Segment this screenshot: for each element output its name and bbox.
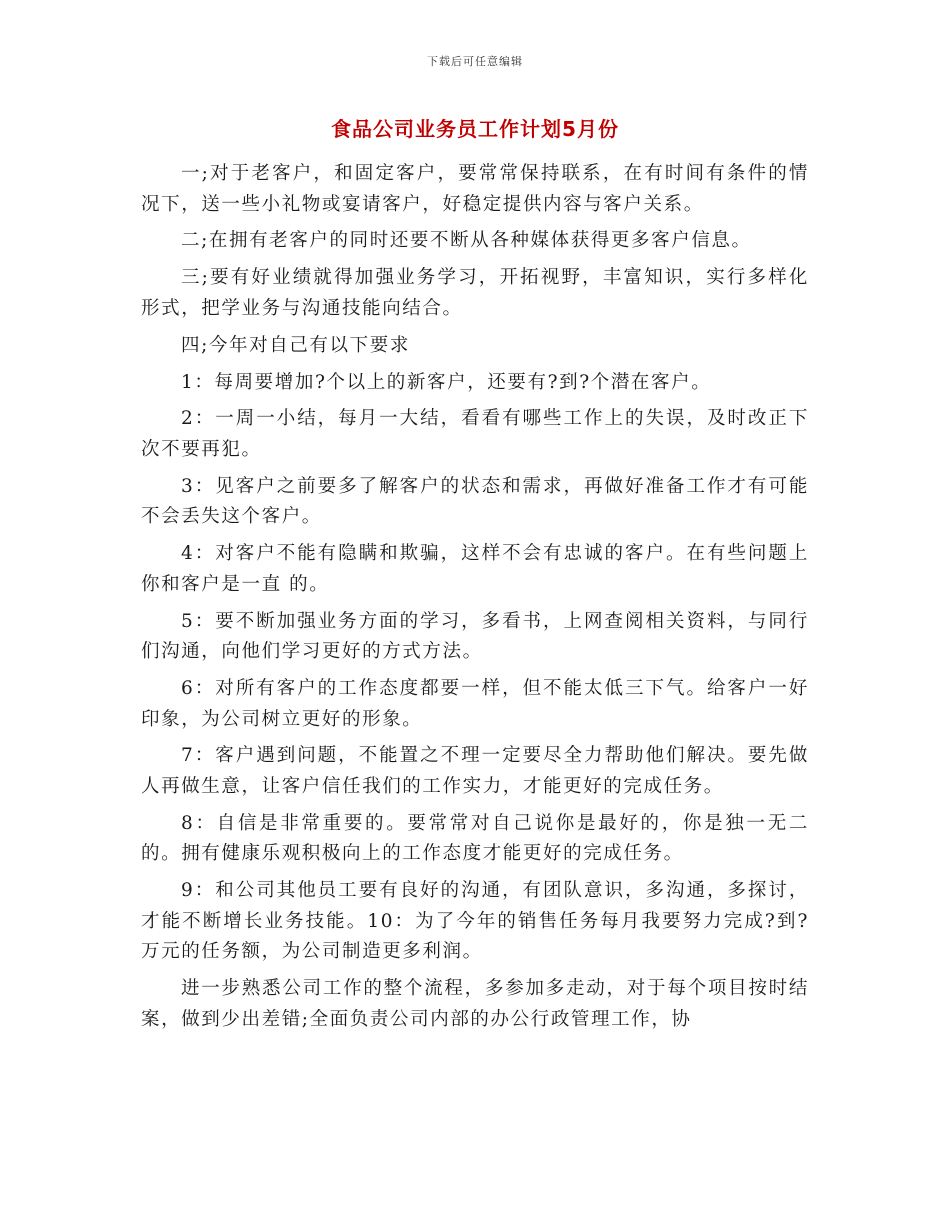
paragraph-14: 进一步熟悉公司工作的整个流程，多参加多走动，对于每个项目按时结案，做到少出差错;全面负责公司内部的办公行政管理工作，协 bbox=[141, 978, 809, 1030]
document-body bbox=[141, 159, 809, 1041]
paragraph-13: 9：和公司其他员工要有良好的沟通，有团队意识，多沟通，多探讨，才能不断增长业务技能。10：为了今年的销售任务每月我要努力完成?到?万元的任务额，为公司制造更多利润。 bbox=[141, 880, 809, 963]
paragraph-4: 四;今年对自己有以下要求 bbox=[181, 334, 410, 356]
paragraph-9: 5：要不断加强业务方面的学习，多看书，上网查阅相关资料，与同行们沟通，向他们学习更好的方式方法。 bbox=[141, 610, 809, 663]
paragraph-12: 8：自信是非常重要的。要常常对自己说你是最好的，你是独一无二的。拥有健康乐观积极向上的工作态度才能更好的完成任务。 bbox=[141, 812, 809, 865]
paragraph-1: 一;对于老客户，和固定客户，要常常保持联系，在有时间有条件的情况下，送一些小礼物或宴请客户，好稳定提供内容与客户关系。 bbox=[141, 163, 809, 215]
paragraph-6: 2：一周一小结，每月一大结，看看有哪些工作上的失误，及时改正下次不要再犯。 bbox=[141, 408, 809, 460]
paragraph-10: 6：对所有客户的工作态度都要一样，但不能太低三下气。给客户一好印象，为公司树立更好的形象。 bbox=[141, 678, 809, 730]
paragraph-11: 7：客户遇到问题，不能置之不理一定要尽全力帮助他们解决。要先做人再做生意，让客户信任我们的工作实力，才能更好的完成任务。 bbox=[141, 745, 809, 797]
header-note: 下载后可任意编辑 bbox=[427, 55, 523, 68]
paragraph-8: 4：对客户不能有隐瞒和欺骗，这样不会有忠诚的客户。在有些问题上你和客户是一直 的。 bbox=[141, 543, 809, 595]
paragraph-2: 二;在拥有老客户的同时还要不断从各种媒体获得更多客户信息。 bbox=[181, 230, 752, 252]
paragraph-7: 3：见客户之前要多了解客户的状态和需求，再做好准备工作才有可能不会丢失这个客户。 bbox=[141, 475, 809, 528]
document-title: 食品公司业务员工作计划5月份 bbox=[331, 117, 619, 141]
paragraph-3: 三;要有好业绩就得加强业务学习，开拓视野，丰富知识，实行多样化形式，把学业务与沟通技能向结合。 bbox=[141, 267, 809, 319]
paragraph-5: 1：每周要增加?个以上的新客户，还要有?到?个潜在客户。 bbox=[181, 371, 712, 393]
